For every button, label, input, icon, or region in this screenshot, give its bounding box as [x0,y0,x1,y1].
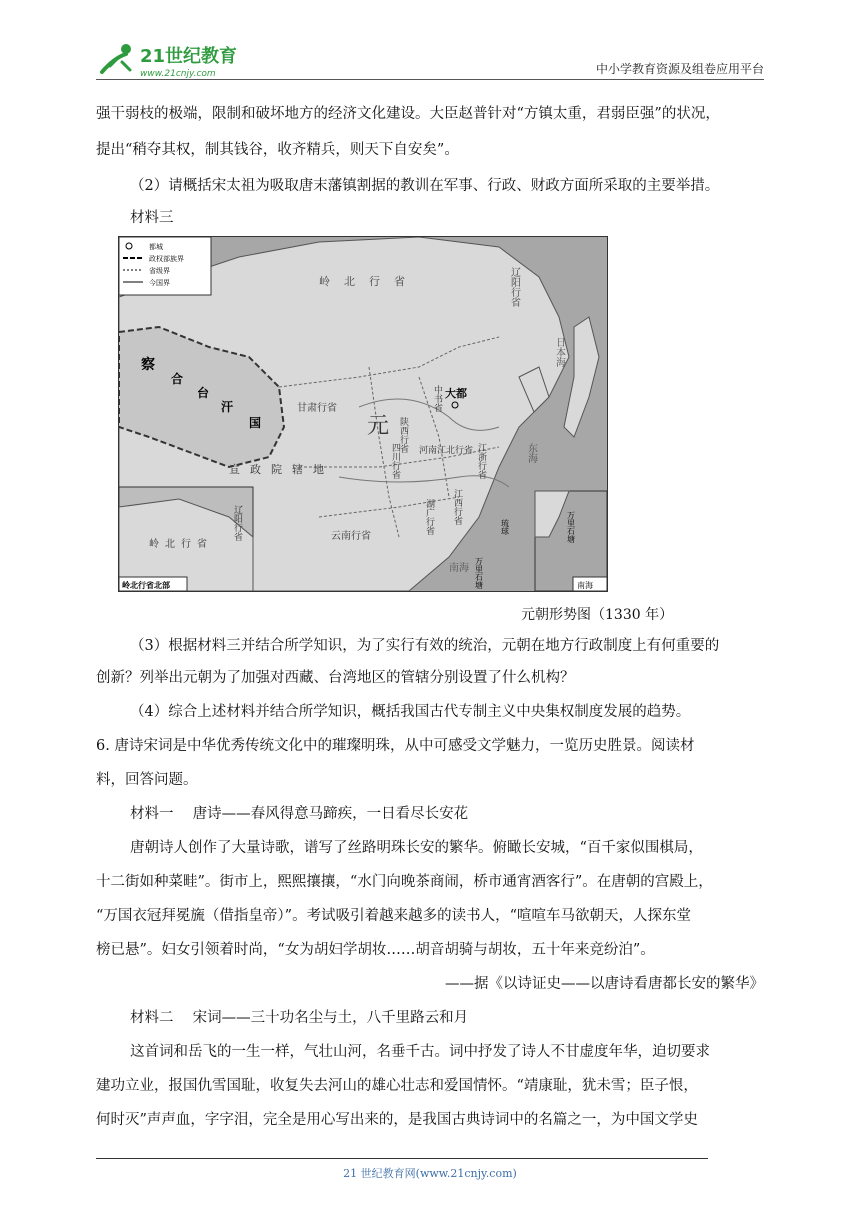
legend-boundary: 政权部族界 [149,255,184,263]
label-shaanxi: 陕西行省 [398,417,408,453]
label-chahetai-2: 合 [171,372,184,386]
header-platform-name: 中小学教育资源及组卷应用平台 [595,62,764,76]
material-1-text: “万国衣冠拜冕旒（借指皇帝）”。考试吸引着越来越多的读书人，“喧喧车马欲朝天，人探东堂 [96,908,691,924]
label-lingbei: 岭北行省 [319,275,419,288]
question-2: （2）请概括宋太祖为吸取唐末藩镇割据的教训在军事、行政、财政方面所采取的主要举措。 [130,178,720,194]
material-1-source: ——据《以诗证史——以唐诗看唐都长安的繁华》 [445,976,764,992]
material-1-text: 榜已悬”。妇女引领着时尚，“女为胡妇学胡妆……胡音胡骑与胡妆，五十年来竞纷泊”。 [96,942,655,958]
question-4: （4）综合上述材料并结合所学知识，概括我国古代专制主义中央集权制度发展的趋势。 [130,704,691,720]
inset-right-wanli: 万里石塘 [566,511,576,543]
label-yuan: 元 [367,414,390,439]
header-divider [96,79,764,80]
footer-link[interactable]: 21 世纪教育网(www.21cnjy.com) [343,1167,517,1180]
text-line: 强干弱枝的极端，限制和破坏地方的经济文化建设。大臣赵普针对“方镇太重，君弱臣强”的状况， [96,106,720,122]
material-2-text: 这首词和岳飞的一生一样，气壮山河，名垂千古。词中抒发了诗人不甘虚度年华，迫切要求 [130,1044,710,1060]
material-3-label: 材料三 [130,210,174,226]
label-capital: 大都 [445,387,467,400]
material-1-title: 材料一 唐诗——春风得意马蹄疾，一日看尽长安花 [130,806,469,822]
text-line: 提出“稍夺其权，制其钱谷，收齐精兵，则天下自安矣”。 [96,142,459,158]
inset-left-liaoyang: 辽阳行省 [232,505,242,541]
inset-left-lingbei: 岭北行省 [149,539,213,550]
material-1-text: 十二街如种菜畦”。街市上，熙熙攘攘，“水门向晚茶商闹，桥市通宵酒客行”。在唐朝的宫殿上， [96,874,713,890]
label-japan-sea: 日本海 [553,337,565,367]
material-2-text: 何时灭”声声血，字字泪，完全是用心写出来的，是我国古典诗词中的名篇之一，为中国文学史 [96,1112,698,1128]
label-henan: 河南江北行省 [419,446,474,456]
label-liaoyang: 辽阳行省 [508,267,520,307]
label-wanli: 万里石塘 [474,557,484,589]
label-chahetai-4: 汗 [221,400,234,414]
label-xuanzheng: 宣政院辖地 [229,463,334,476]
question-6-line2: 料，回答问题。 [96,772,198,788]
label-jiangxi: 江西行省 [452,489,462,525]
label-zhongshu: 中书省 [432,385,442,412]
site-logo [96,40,266,80]
inset-right-title: 南海 [577,581,593,590]
material-1-text: 唐朝诗人创作了大量诗歌，谱写了丝路明珠长安的繁华。俯瞰长安城，“百千家似围棋局， [130,840,703,856]
map-caption: 元朝形势图（1330 年） [521,607,674,623]
label-yunnan: 云南行省 [331,531,371,542]
label-huguang: 湖广行省 [424,499,434,535]
label-south-sea: 南海 [449,563,469,574]
question-6-line1: 6. 唐诗宋词是中华优秀传统文化中的璀璨明珠，从中可感受文学魅力，一览历史胜景。阅读材 [96,738,695,754]
label-gansu: 甘肃行省 [297,403,337,414]
label-east-sea: 东海 [525,443,537,463]
legend-modern-border: 今国界 [149,279,170,287]
legend-province: 省级界 [149,267,170,275]
label-sichuan: 四川行省 [390,443,400,479]
label-liuqiu: 琉球 [500,519,510,535]
question-3-line1: （3）根据材料三并结合所学知识，为了实行有效的统治，元朝在地方行政制度上有何重要的 [130,638,720,654]
legend-capital: 都城 [149,243,163,251]
footer-divider [96,1158,708,1159]
label-jiangzhe: 江浙行省 [476,443,486,479]
label-chahetai-5: 国 [249,416,262,430]
yuan-dynasty-map [118,236,608,592]
material-2-text: 建功立业，报国仇雪国耻，收复失去河山的雄心壮志和爱国情怀。“靖康耻，犹未雪；臣子恨， [96,1078,698,1094]
question-3-line2: 创新？列举出元朝为了加强对西藏、台湾地区的管辖分别设置了什么机构？ [96,670,575,686]
label-chahetai-1: 察 [141,357,155,373]
logo-text: 21世纪教育 [140,46,238,67]
inset-left-title: 岭北行省北部 [122,581,170,590]
label-chahetai-3: 台 [197,386,210,400]
logo-url: www.21cnjy.com [140,69,216,79]
material-2-title: 材料二 宋词——三十功名尘与土，八千里路云和月 [130,1010,469,1026]
